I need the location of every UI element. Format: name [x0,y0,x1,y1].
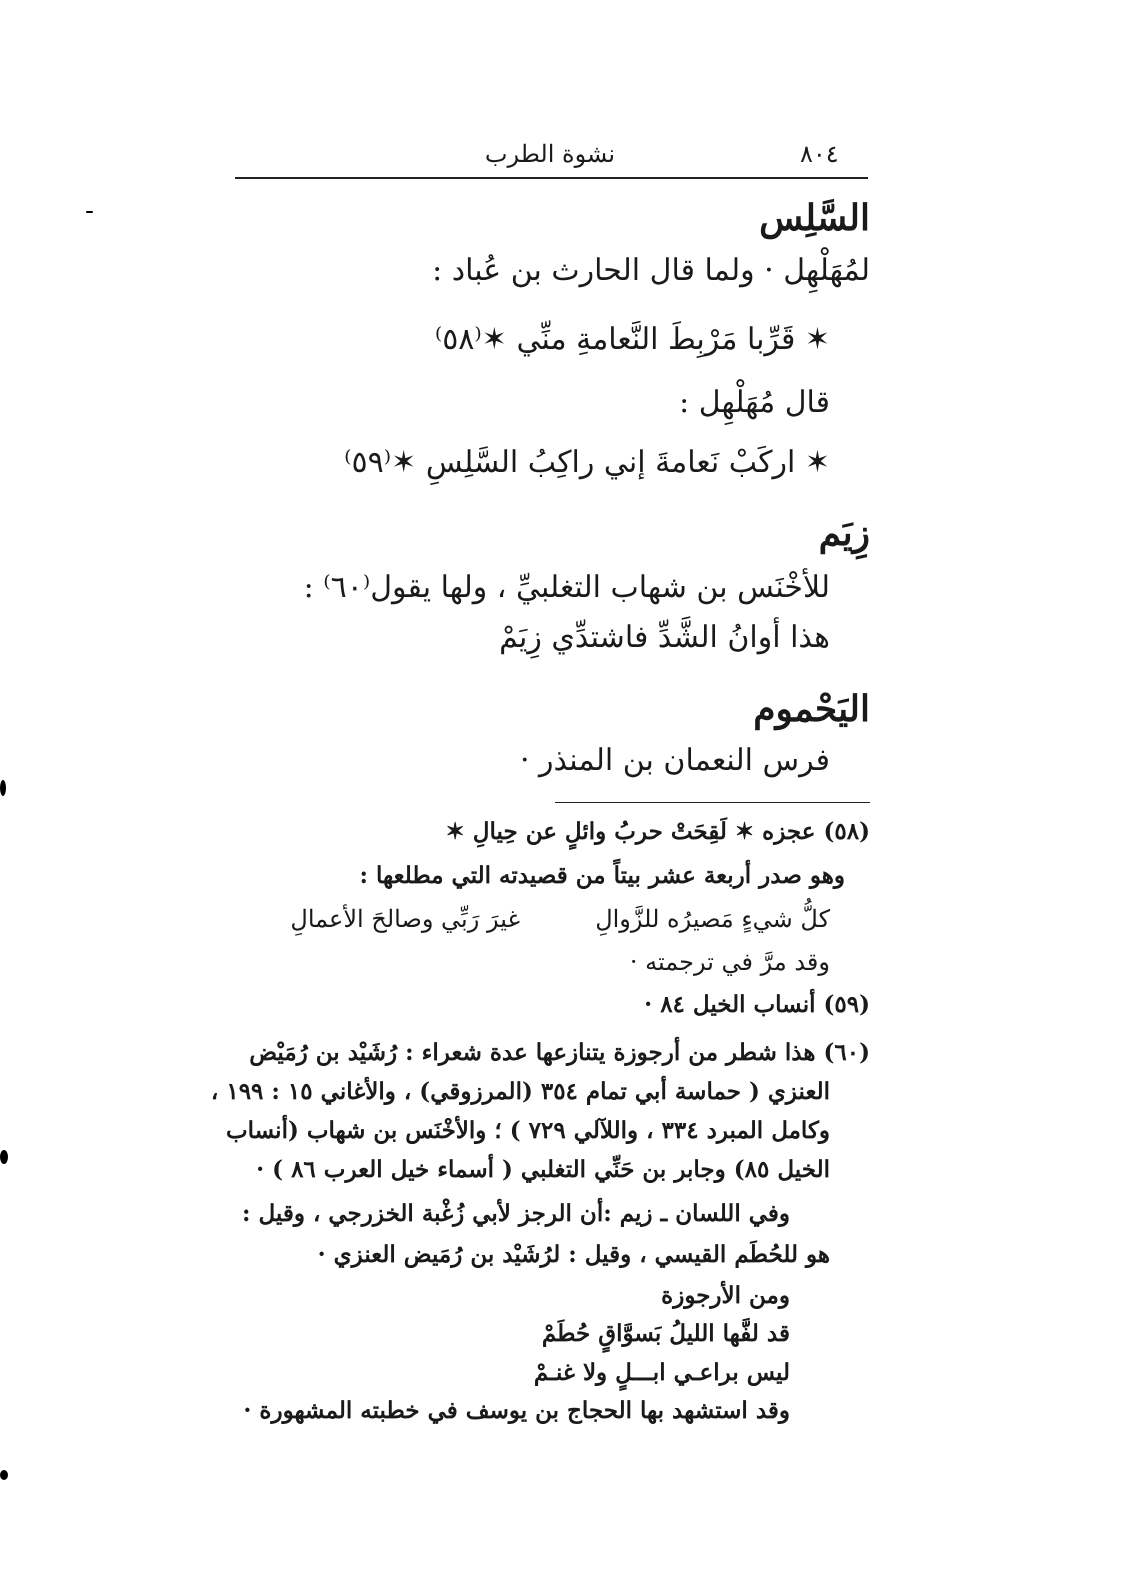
footnote-60-line: ومن الأرجوزة [661,1282,790,1309]
scan-speck [0,1150,8,1164]
footnote-58-verse-a: كلُّ شيءٍ مَصيرُه للزَّوالِ [595,905,830,933]
entry-line: فرس النعمان بن المنذر · [519,743,830,778]
footnote-rule [555,802,870,803]
footnote-60-verse: قد لفَّها الليلُ بَسوَّاقٍ حُطَمْ [541,1320,790,1347]
header-rule [235,177,868,179]
scan-speck [0,780,6,796]
footnote-60-line: الخيل ٨٥) وجابر بن حَنِّي التغلبي ( أسماء خيل العرب ٨٦ ) · [256,1156,830,1183]
verse-line: هذا أوانُ الشَّدِّ فاشتدِّي زِيَمْ [499,620,830,655]
entry-heading-zayam: زِيَم [818,512,870,554]
footnote-60-line: العنزي ( حماسة أبي تمام ٣٥٤ (المرزوقي) ، والأغاني ١٥ : ١٩٩ ، [210,1078,830,1105]
footnote-60-line: وفي اللسان ـ زيم :أن الرجز لأبي زُغْبة الخزرجي ، وقيل : [241,1200,790,1227]
verse-line: ✶ قَرِّبا مَرْبِطَ النَّعامةِ منِّي ✶⁽٥٨⁾ [434,322,830,357]
footnote-58-line: وهو صدر أربعة عشر بيتاً من قصيدته التي مطلعها : [359,862,845,889]
entry-line: لمُهَلْهِل · ولما قال الحارث بن عُباد : [432,253,870,288]
footnote-60-verse: ليس براعـي ابـــلٍ ولا غنـمْ [533,1359,790,1386]
scan-speck [0,1470,8,1480]
footnote-58-verse-b: غيرَ رَبِّي وصالحَ الأعمالِ [290,905,520,933]
entry-heading-yahmum: اليَحْموم [753,688,870,730]
entry-line: للأخْنَس بن شهاب التغلبيِّ ، ولها يقول⁽٦٠⁾ : [303,570,830,605]
entry-line: قال مُهَلْهِل : [679,385,830,420]
entry-heading-salis: السَّلِس [759,197,870,239]
footnote-58-line: وقد مرَّ في ترجمته · [629,948,830,976]
footnote-60-line: وكامل المبرد ٣٣٤ ، واللآلي ٧٢٩ ) ؛ والأخْنَس بن شهاب (أنساب [225,1117,830,1144]
footnote-60-line: وقد استشهد بها الحجاج بن يوسف في خطبته المشهورة · [243,1397,790,1424]
footnote-60-line: هو للحُطَم القيسي ، وقيل : لرُشَيْد بن رُمَيض العنزي · [317,1241,830,1268]
footnote-60: (٦٠) هذا شطر من أرجوزة يتنازعها عدة شعراء : رُشَيْد بن رُمَيْض [249,1039,870,1066]
page-number: ٨٠٤ [800,140,839,168]
footnote-59: (٥٩) أنساب الخيل ٨٤ · [644,991,870,1018]
verse-line: ✶ اركَبْ نَعامةَ إني راكِبُ السَّلِسِ ✶⁽٥٩⁾ [344,445,830,480]
footnote-58: (٥٨) عجزه ✶ لَقِحَتْ حربُ وائلٍ عن حِيالِ ✶ [445,818,870,845]
book-title: نشوة الطرب [484,140,616,168]
scan-speck [86,211,93,213]
